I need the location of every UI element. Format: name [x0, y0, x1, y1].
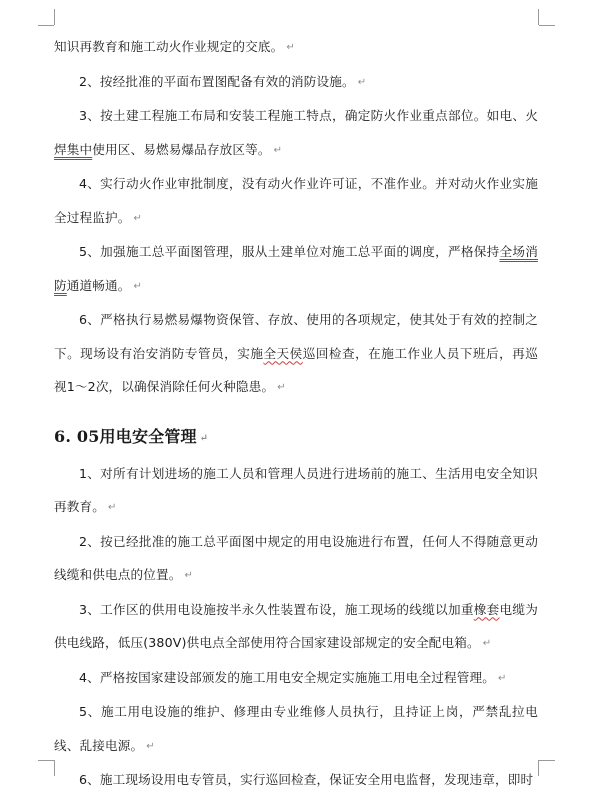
paragraph-mark-icon: ↵ — [133, 212, 142, 224]
paragraph — [54, 695, 538, 763]
paragraph-text: 巡回检查，在施工作业人员下班后，再巡视1～2次，以确保消除任何火种隐患。 — [54, 345, 539, 394]
spellcheck-flagged-text: 橡套 — [473, 601, 500, 617]
paragraph-text: 通道畅通。 — [66, 277, 131, 293]
paragraph — [54, 65, 538, 100]
paragraph-mark-icon: ↵ — [107, 502, 117, 513]
paragraph-text: 5、加强施工总平面图管理，服从土建单位对施工总平面的调度，严格保持 — [79, 244, 500, 259]
paragraph — [54, 457, 538, 525]
paragraph — [54, 30, 538, 65]
paragraph-text: 电缆为供电线路，低压(380V)供电点全部使用符合国家建设部规定的安全配电箱。 — [54, 601, 538, 650]
corner-mark-top-left — [38, 25, 54, 26]
corner-mark-top-left-v — [54, 9, 55, 25]
corner-mark-top-right-v — [538, 9, 539, 25]
corner-mark-bottom-right-v — [538, 760, 539, 776]
paragraph-mark-icon: ↵ — [482, 638, 492, 649]
paragraph-text: 6、施工现场设用电专管员，实行巡回检查，保证安全用电监督，发现违章，即时 — [79, 772, 534, 787]
paragraph-text: 1、对所有计划进场的施工人员和管理人员进行进场前的施工、生活用电安全知识再教育。 — [54, 465, 538, 514]
paragraph-mark-icon: ↵ — [286, 42, 295, 53]
paragraph-text: 2、按已经批准的施工总平面图中规定的用电设施进行布置，任何人不得随意更动线缆和供电点的位置。 — [54, 533, 538, 582]
paragraph-mark-icon: ↵ — [277, 382, 286, 393]
paragraph — [54, 763, 538, 797]
paragraph-mark-icon: ↵ — [357, 76, 367, 88]
paragraph-text: 2、按经批准的平面布置图配备有效的消防设施。 — [79, 73, 355, 89]
section-heading-text: 6. 05用电安全管理 — [54, 426, 197, 446]
paragraph — [54, 661, 538, 696]
paragraph-text: 4、实行动火作业审批制度，没有动火作业许可证，不准作业。并对动火作业实施全过程监护。 — [54, 176, 538, 225]
corner-mark-bottom-left — [38, 760, 54, 761]
paragraph-text: 5、施工用电设施的维护、修理由专业维修人员执行，且持证上岗，严禁乱拉电线、乱接电源。 — [54, 704, 538, 753]
grammar-flagged-text: 全场消防 — [54, 244, 539, 293]
paragraph-text: 知识再教育和施工动火作业规定的交底。 — [54, 39, 284, 54]
paragraph — [54, 525, 538, 593]
corner-mark-top-right — [539, 25, 555, 26]
paragraph-text: 4、严格按国家建设部颁发的施工用电安全规定实施施工用电全过程管理。 — [79, 669, 495, 685]
corner-mark-bottom-right — [539, 760, 555, 761]
paragraph — [54, 167, 538, 235]
paragraph-mark-icon: ↵ — [497, 672, 507, 684]
paragraph-text: 3、按土建工程施工布局和安装工程施工特点，确定防火作业重点部位。如电、火 — [79, 108, 538, 123]
paragraph-mark-icon: ↵ — [273, 144, 283, 156]
spellcheck-flagged-text: 全天侯 — [263, 345, 303, 361]
section-after-heading — [54, 457, 538, 797]
paragraph — [54, 593, 538, 661]
paragraph-mark-icon: ↵ — [184, 570, 193, 581]
paragraph-text: 3、工作区的供用电设施按半永久性装置布设，施工现场的线缆以加重 — [79, 601, 474, 617]
paragraph-mark-icon: ↵ — [133, 280, 142, 292]
section-heading — [54, 425, 538, 451]
paragraph — [54, 235, 538, 303]
document-body[interactable] — [54, 30, 538, 797]
paragraph-mark-icon: ↵ — [199, 432, 209, 444]
paragraph — [54, 99, 538, 167]
paragraph-mark-icon: ↵ — [146, 740, 155, 752]
grammar-flagged-text: 焊集中 — [54, 141, 93, 157]
paragraph — [54, 303, 538, 405]
paragraph-text: 6、严格执行易燃易爆物资保管、存放、使用的各项规定，使其处于有效的控制之下。现场设有治安消防专管员，实施 — [54, 312, 538, 361]
section-before-heading — [54, 30, 538, 405]
paragraph-text: 使用区、易燃易爆品存放区等。 — [92, 141, 271, 157]
